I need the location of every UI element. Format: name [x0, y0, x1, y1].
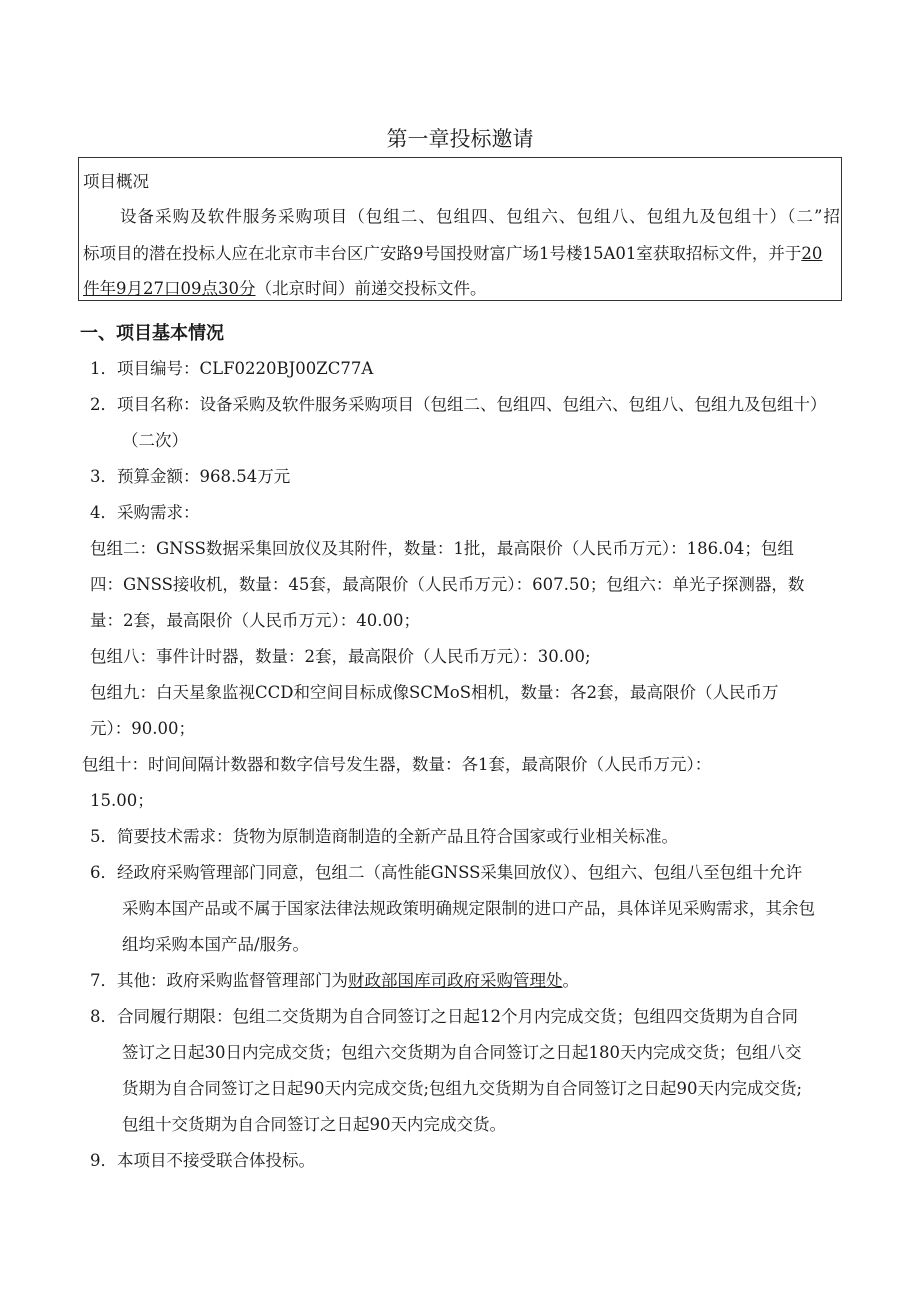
- item-other-text: 7．其他：政府采购监督管理部门为: [90, 971, 348, 990]
- package-2-line-3: 量：2套，最高限价（人民币万元）：40.00；: [90, 611, 420, 630]
- overview-heading: 项目概况: [83, 172, 149, 191]
- item-requirements: 4．采购需求：: [90, 503, 200, 522]
- item-project-number: 1．项目编号：CLF0220BJ00ZC77A: [90, 359, 374, 378]
- overview-line-1: 设备采购及软件服务采购项目（包组二、包组四、包组六、包组八、包组九及包组十）（二”招: [120, 207, 840, 226]
- overview-line-2: [83, 243, 840, 265]
- item-tech-requirements: 5．简要技术需求：货物为原制造商制造的全新产品且符合国家或行业相关标准。: [90, 827, 678, 846]
- package-2-line-2: 四：GNSS接收机，数量：45套，最高限价（人民币万元）：607.50；包组六：单光子探测器，数: [90, 575, 805, 594]
- package-9-line-2: 元）：90.00；: [90, 719, 195, 738]
- package-2-line-1: 包组二：GNSS数据采集回放仪及其附件，数量：1批，最高限价（人民币万元）：186.04；包组: [90, 539, 794, 558]
- page-title: 第一章投标邀请: [386, 127, 534, 151]
- package-9-line-1: 包组九：白天星象监视CCD和空间目标成像SCMoS相机，数量：各2套，最高限价（人民币万: [90, 683, 779, 702]
- supervising-department: 财政部国库司政府采购管理处: [348, 971, 563, 990]
- item-contract-line-2: 签订之日起30日内完成交货；包组六交货期为自合同签订之日起180天内完成交货；包组八交: [122, 1043, 802, 1062]
- item-project-name-cont: （二次）: [122, 431, 188, 450]
- section-heading: 一、项目基本情况: [80, 323, 224, 344]
- overview-year-prefix: 20: [801, 244, 823, 263]
- overview-deadline: 件年9月27口09点30分: [83, 279, 256, 298]
- item-import-line-2: 采购本国产品或不属于国家法律法规政策明确规定限制的进口产品，具体详见采购需求，其余包: [122, 899, 815, 918]
- overview-line-3: [83, 278, 487, 300]
- item-contract-line-1: 8．合同履行期限：包组二交货期为自合同签订之日起12个月内完成交货；包组四交货期为自合同: [90, 1007, 798, 1026]
- package-10-line-2: 15.00；: [90, 791, 154, 810]
- package-8: 包组八：事件计时器，数量：2套，最高限价（人民币万元）：30.00;: [90, 647, 591, 666]
- project-overview-box: [78, 157, 842, 301]
- item-budget: 3．预算金额：968.54万元: [90, 467, 291, 486]
- item-contract-line-4: 包组十交货期为自合同签订之日起90天内完成交货。: [122, 1115, 506, 1134]
- overview-deadline-suffix: （北京时间）前递交投标文件。: [255, 279, 487, 298]
- item-contract-line-3: 货期为自合同签订之日起90天内完成交货;包组九交货期为自合同签订之日起90天内完成交货;: [122, 1079, 803, 1098]
- overview-line-2-text: 标项目的潜在投标人应在北京市丰台区广安路9号国投财富广场1号楼15A01室获取招标文件，并于: [83, 244, 802, 263]
- item-other-end: 。: [562, 971, 579, 990]
- package-10-line-1: 包组十：时间间隔计数器和数字信号发生器，数量：各1套，最高限价（人民币万元）：: [82, 755, 712, 774]
- item-import-line-3: 组均采购本国产品/服务。: [122, 935, 310, 954]
- item-project-name: 2．项目名称：设备采购及软件服务采购项目（包组二、包组四、包组六、包组八、包组九及包组十）: [90, 395, 827, 414]
- item-other: [90, 970, 579, 992]
- item-no-consortium: 9．本项目不接受联合体投标。: [90, 1151, 315, 1170]
- item-import-line-1: 6．经政府采购管理部门同意，包组二（高性能GNSS采集回放仪）、包组六、包组八至包组十允许: [90, 863, 803, 882]
